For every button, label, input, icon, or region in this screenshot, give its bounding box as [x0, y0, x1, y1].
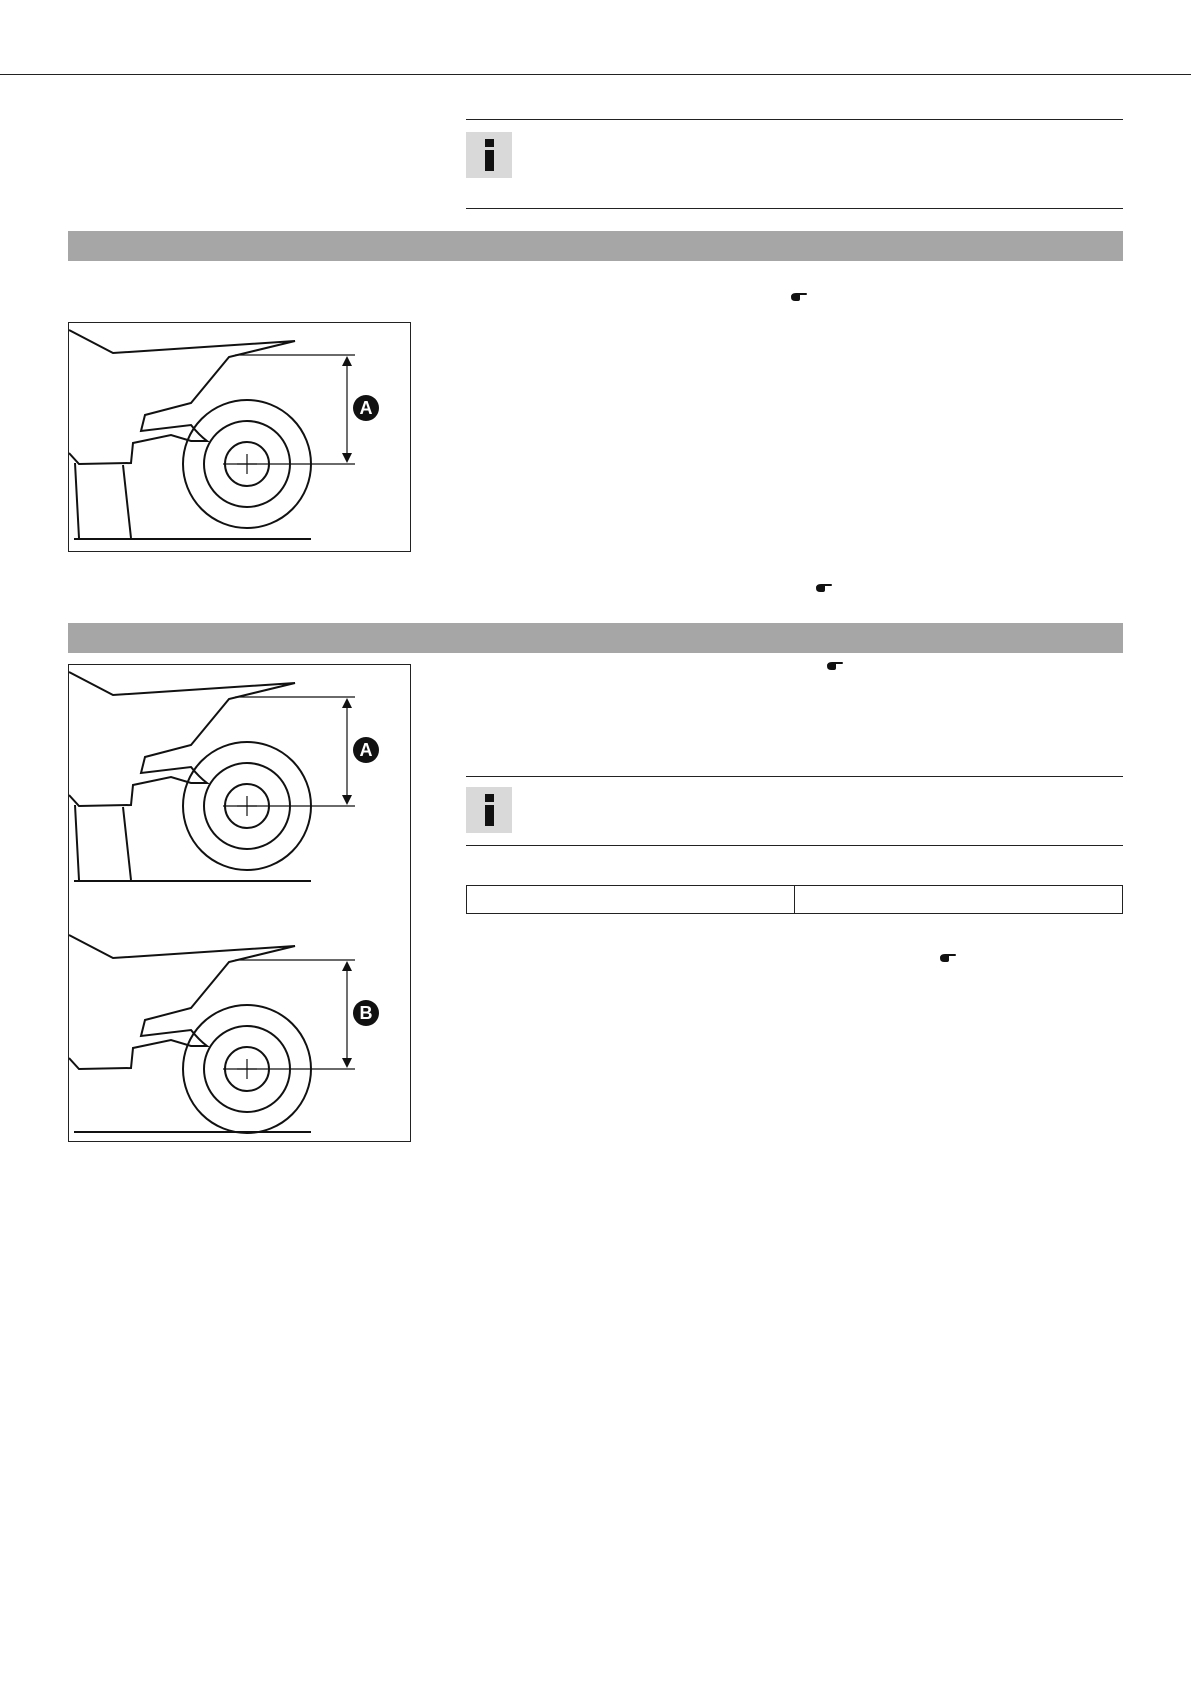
motorcycle-rear-drawing — [69, 323, 410, 551]
motorcycle-rear-drawings — [69, 665, 410, 1141]
table-row — [467, 886, 1123, 914]
note-bottom-rule — [466, 845, 1123, 846]
info-icon — [466, 132, 512, 178]
section-header-bar — [68, 231, 1123, 261]
pointing-hand-icon — [939, 952, 957, 964]
info-icon — [466, 787, 512, 833]
pointing-hand-icon — [815, 582, 833, 594]
figure-measurement-a-b — [68, 664, 411, 1142]
figure-measurement-a — [68, 322, 411, 552]
note-top-rule — [466, 119, 1123, 120]
header-rule — [0, 74, 1191, 75]
section-header-bar — [68, 623, 1123, 653]
note-top-rule — [466, 776, 1123, 777]
spec-table — [466, 885, 1123, 914]
label-a-badge: A — [353, 737, 379, 763]
table-cell — [795, 886, 1123, 914]
table-cell — [467, 886, 795, 914]
label-b-badge: B — [353, 1000, 379, 1026]
note-bottom-rule — [466, 208, 1123, 209]
pointing-hand-icon — [790, 291, 808, 303]
label-a-badge: A — [353, 395, 379, 421]
pointing-hand-icon — [826, 660, 844, 672]
